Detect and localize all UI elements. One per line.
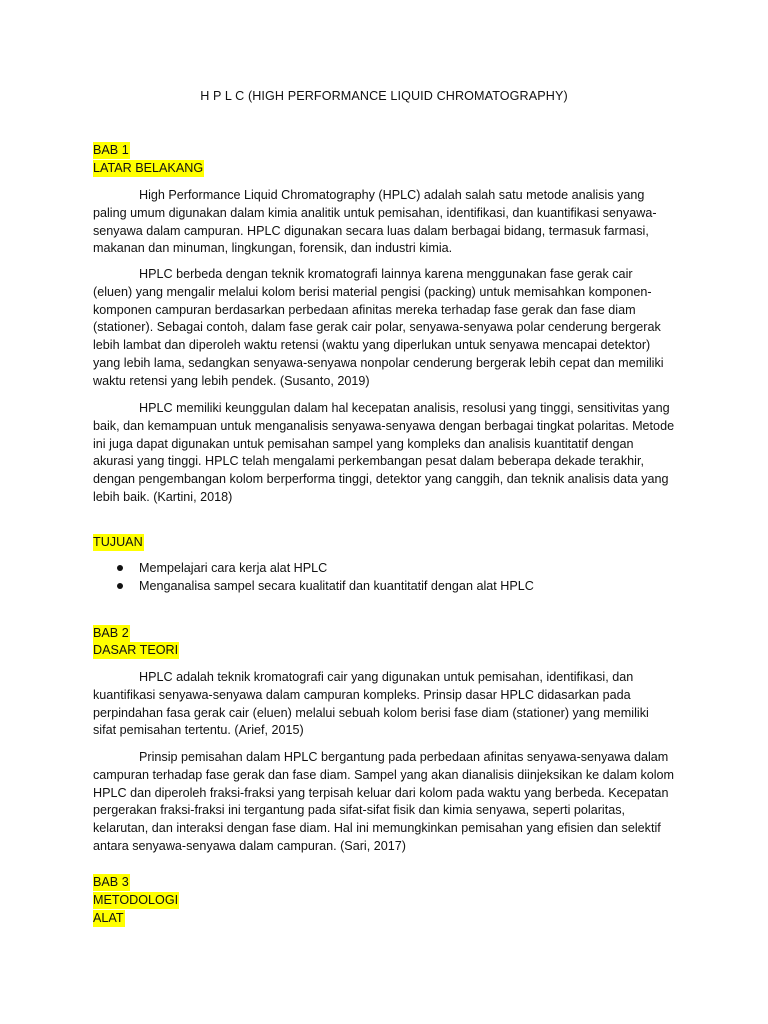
bab3-heading: METODOLOGI [93,893,179,907]
bab1-paragraph-1: High Performance Liquid Chromatography (HPLC) adalah salah satu metode analisis yang paling umum digunakan dalam kimia analitik untuk pemisahan, identifikasi, dan kuantifikasi senyawa-senyawa dalam campuran. HPLC digunakan secara luas dalam berbagai bidang, termasuk farmasi, makanan dan minuman, lingkungan, forensik, dan industri kimia. [93,188,657,256]
bab1-heading: LATAR BELAKANG [93,161,204,175]
bab3-subheading-line [93,909,125,927]
bullet-icon [117,583,123,589]
bullet-icon [117,565,123,571]
bab2-heading: DASAR TEORI [93,643,179,657]
tujuan-item-1: Mempelajari cara kerja alat HPLC [139,561,328,575]
tujuan-heading-line [93,533,144,551]
bab2-paragraph-1: HPLC adalah teknik kromatografi cair yang digunakan untuk pemisahan, identifikasi, dan kuantifikasi senyawa-senyawa dalam campuran kompleks. Prinsip dasar HPLC didasarkan pada perpindahan fasa gerak cair (eluen) melalui sebuah kolom berisi fase diam (stationer) yang memiliki sifat pemisahan tertentu. (Arief, 2015) [93,670,649,738]
bab1-heading-line [93,159,204,177]
bab1-paragraph-2: HPLC berbeda dengan teknik kromatografi lainnya karena menggunakan fase gerak cair (eluen) yang mengalir melalui kolom berisi material pengisi (packing) untuk memisahkan komponen-komponen campuran berdasarkan perbedaan afinitas mereka terhadap fase gerak dan fase diam (stationer). Sebagai contoh, dalam fase gerak cair polar, senyawa-senyawa polar cenderung bergerak lebih lambat dan diperoleh waktu retensi (waktu yang diperlukan untuk senyawa mencapai detektor) yang lebih lama, sedangkan senyawa-senyawa nonpolar cenderung bergerak lebih cepat dan memiliki waktu retensi yang lebih pendek. (Susanto, 2019) [93,267,664,388]
tujuan-item-2: Menganalisa sampel secara kualitatif dan kuantitatif dengan alat HPLC [139,579,534,593]
tujuan-list [93,559,534,595]
bab1-paragraph-3: HPLC memiliki keunggulan dalam hal kecepatan analisis, resolusi yang tinggi, sensitivitas yang baik, dan kemampuan untuk menganalisis senyawa-senyawa dengan berbagai tingkat polaritas. Metode ini juga dapat digunakan untuk pemisahan sampel yang kompleks dan analisis kuantitatif dengan akurasi yang tinggi. HPLC telah mengalami perkembangan pesat dalam beberapa dekade terakhir, dengan pengembangan kolom berperforma tinggi, detektor yang canggih, dan teknik analisis data yang lebih baik. (Kartini, 2018) [93,401,675,504]
bab2-paragraph-2: Prinsip pemisahan dalam HPLC bergantung pada perbedaan afinitas senyawa-senyawa dalam campuran terhadap fase gerak dan fase diam. Sampel yang akan dianalisis diinjeksikan ke dalam kolom HPLC dan diperoleh fraksi-fraksi yang terpisah keluar dari kolom pada waktu yang berbeda. Kecepatan pergerakan fraksi-fraksi ini tergantung pada sifat-sifat fisik dan kimia senyawa, seperti polaritas, kelarutan, dan interaksi dengan fase diam. Hal ini memungkinkan pemisahan yang efisien dan selektif antara senyawa-senyawa dalam campuran. (Sari, 2017) [93,750,675,853]
bab3-label: BAB 3 [93,875,129,889]
bab1-label: BAB 1 [93,143,129,157]
bab3-heading-line [93,891,179,909]
list-item [93,577,534,595]
list-item [93,559,534,577]
bab3-label-line [93,873,130,891]
bab1-label-line [93,141,130,159]
document-title: H P L C (HIGH PERFORMANCE LIQUID CHROMATOGRAPHY) [200,89,568,103]
tujuan-heading: TUJUAN [93,535,143,549]
bab2-heading-line [93,641,179,659]
bab2-label: BAB 2 [93,626,129,640]
bab3-subheading: ALAT [93,911,124,925]
bab2-label-line [93,624,130,642]
